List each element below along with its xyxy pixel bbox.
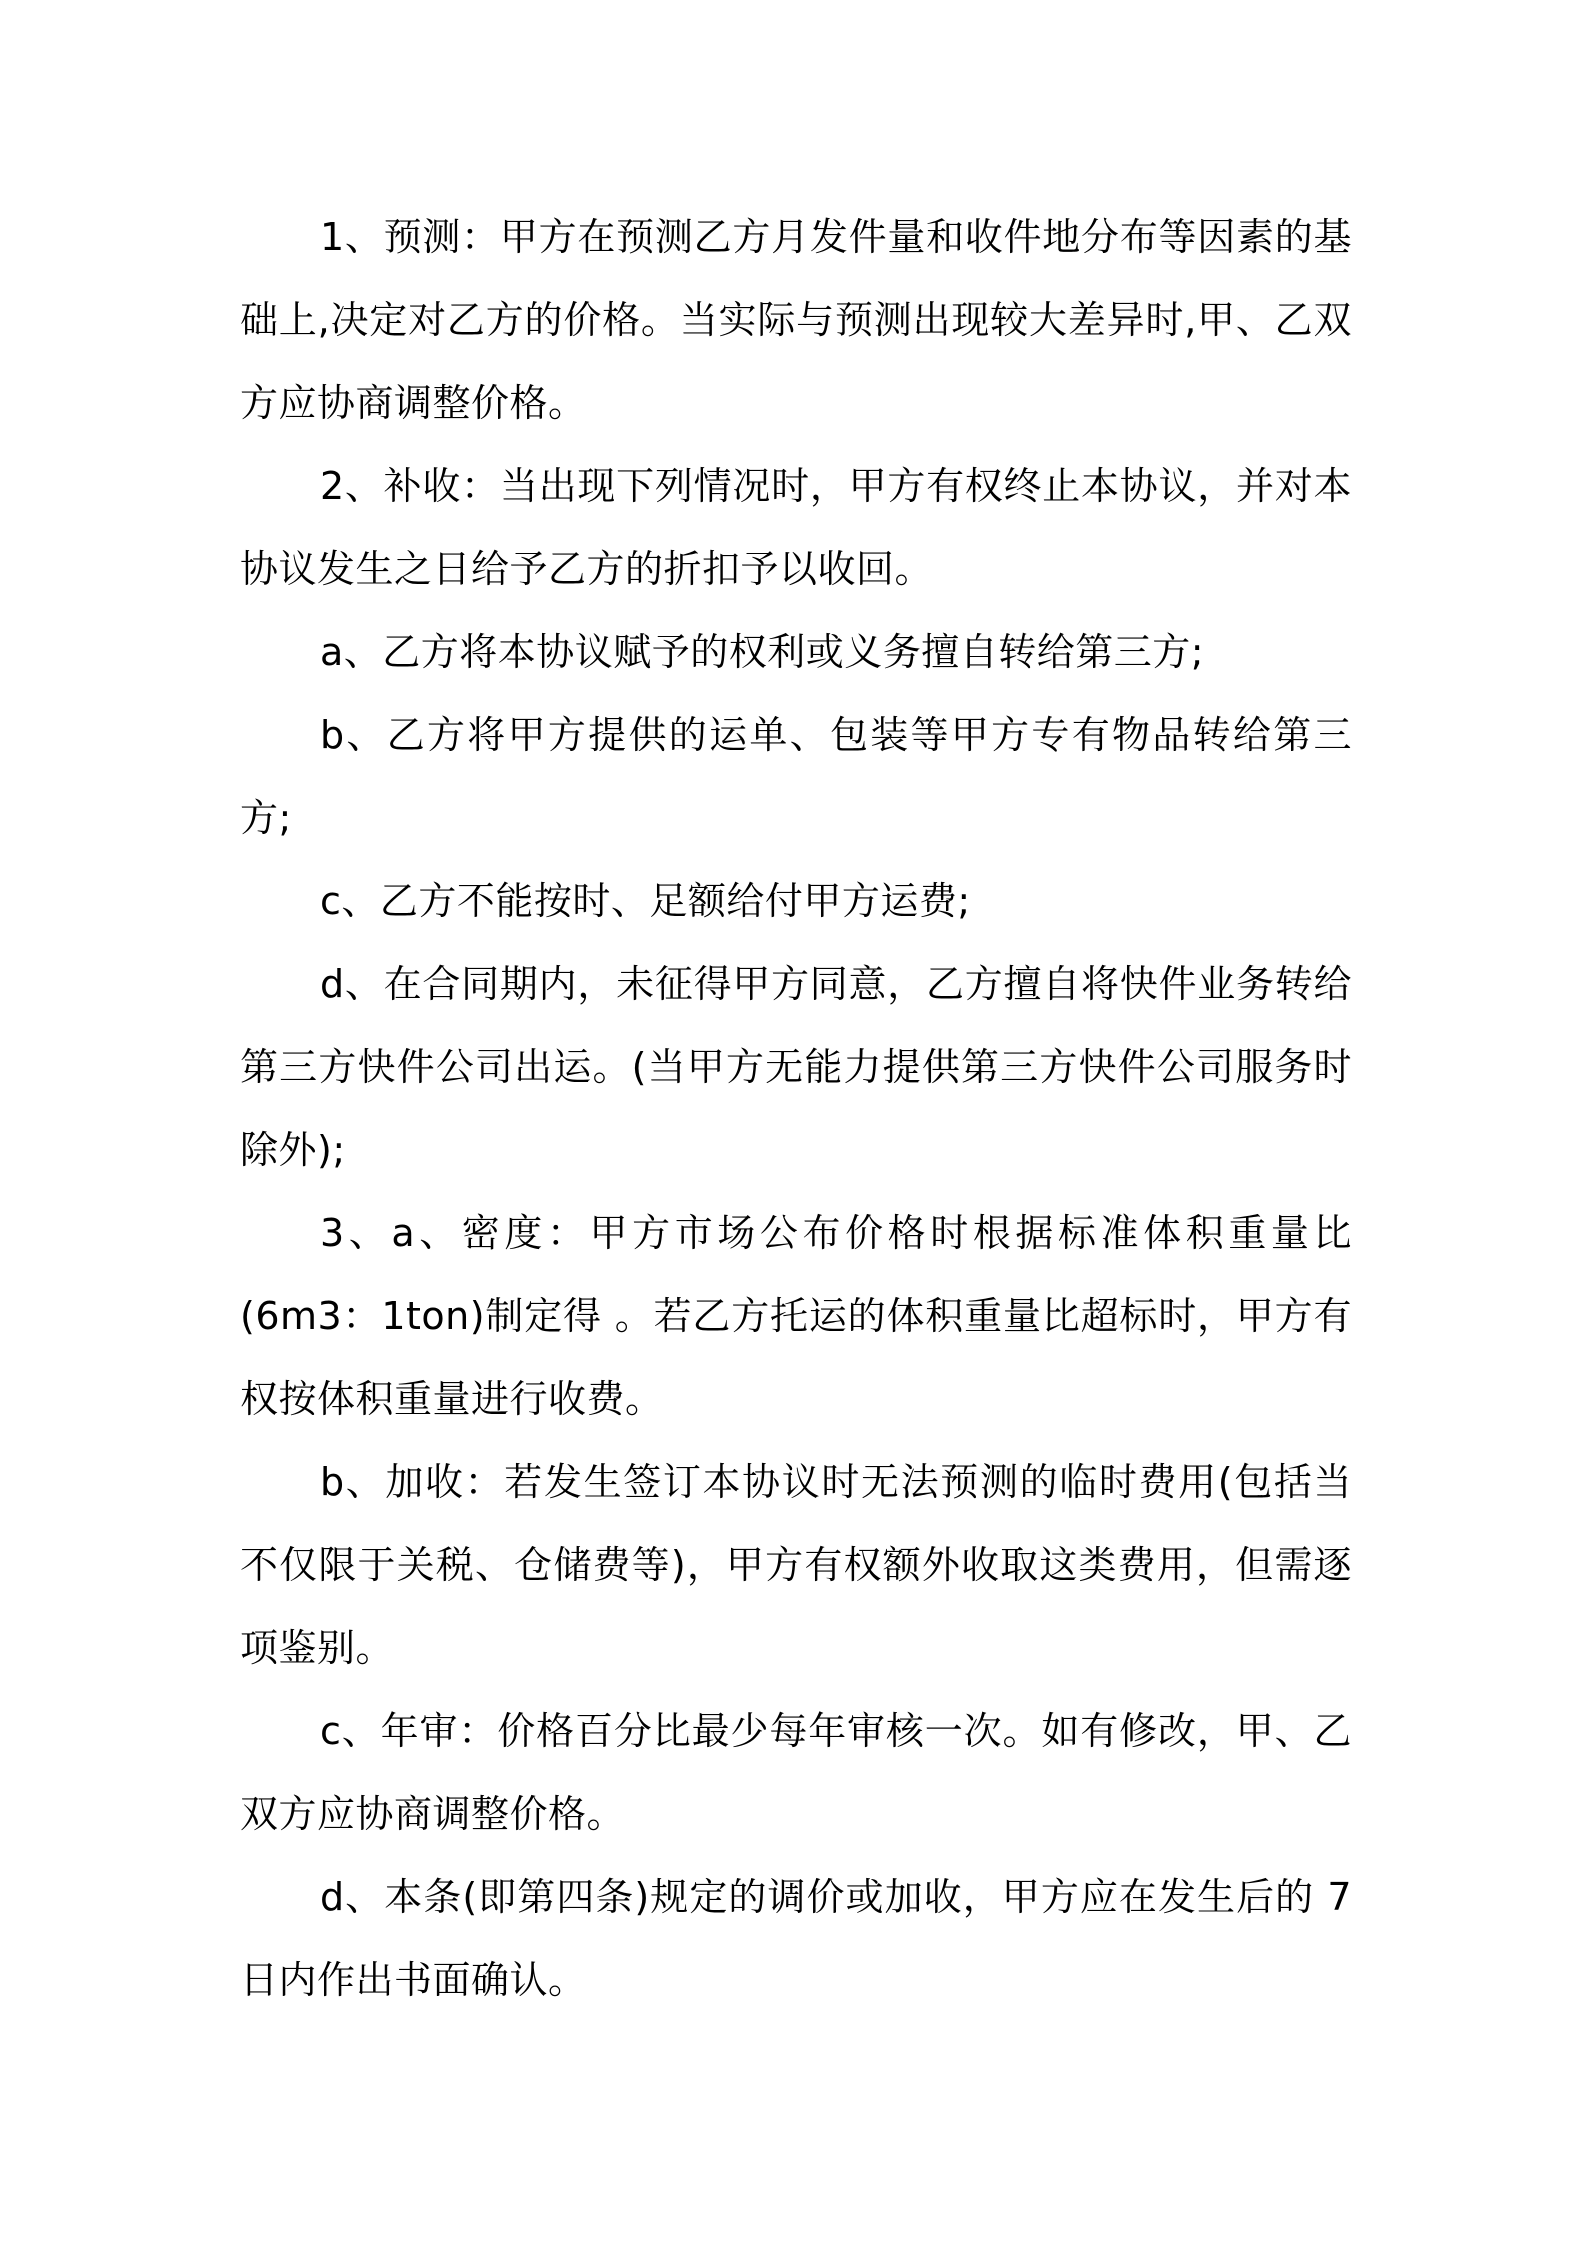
paragraph-item-d: d、在合同期内，未征得甲方同意，乙方擅自将快件业务转给第三方快件公司出运。(当甲方无能力提供第三方快件公司服务时除外); (240, 962, 1352, 1172)
document-body (240, 196, 1352, 2022)
paragraph-density: 3、a、密度：甲方市场公布价格时根据标准体积重量比(6m3：1ton)制定得 。若乙方托运的体积重量比超标时，甲方有权按体积重量进行收费。 (240, 1211, 1352, 1421)
paragraph-surcharge: b、加收：若发生签订本协议时无法预测的临时费用(包括当不仅限于关税、仓储费等)，甲方有权额外收取这类费用，但需逐项鉴别。 (240, 1460, 1352, 1670)
paragraph-item-a: a、乙方将本协议赋予的权利或义务擅自转给第三方; (320, 630, 1205, 674)
paragraph-annual-review: c、年审：价格百分比最少每年审核一次。如有修改，甲、乙双方应协商调整价格。 (240, 1709, 1352, 1836)
paragraph-recovery: 2、补收：当出现下列情况时，甲方有权终止本协议，并对本协议发生之日给予乙方的折扣予以收回。 (240, 464, 1352, 591)
paragraph-forecast: 1、预测：甲方在预测乙方月发件量和收件地分布等因素的基础上,决定对乙方的价格。当实际与预测出现较大差异时,甲、乙双方应协商调整价格。 (240, 215, 1352, 425)
paragraph-item-b: b、乙方将甲方提供的运单、包装等甲方专有物品转给第三方; (240, 713, 1352, 840)
paragraph-confirmation: d、本条(即第四条)规定的调价或加收，甲方应在发生后的 7 日内作出书面确认。 (240, 1875, 1352, 2002)
paragraph-item-c: c、乙方不能按时、足额给付甲方运费; (320, 879, 971, 923)
